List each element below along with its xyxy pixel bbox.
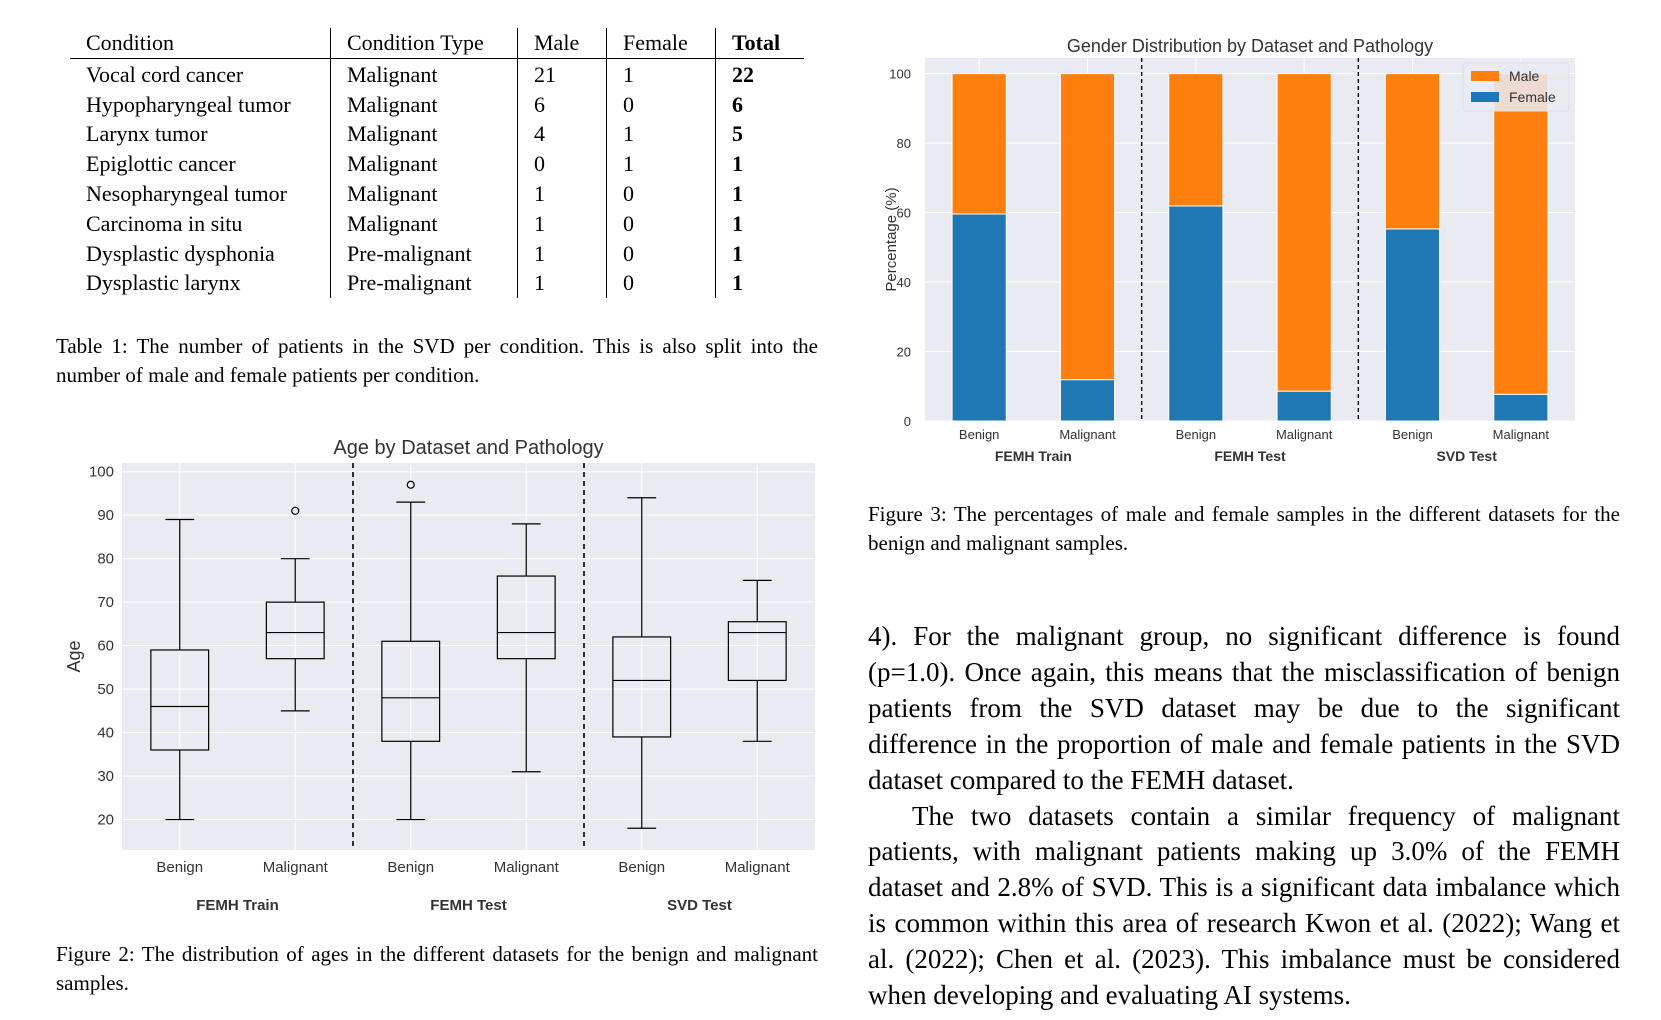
cell-male: 0 [518,149,607,179]
header-female: Female [607,28,716,58]
cell-male: 6 [518,90,607,120]
body-paragraph-1: 4). For the malignant group, no significant difference is found (p=1.0). Once again, this means that the misclassification of benign patients from the SVD dataset may be due to the significant difference in the proportion of male and female patients in the SVD dataset compared to the FEMH dataset. [868,621,1620,795]
x-tick-label: Malignant [262,859,328,876]
cell-total: 5 [716,119,805,149]
table-row [70,58,804,89]
cell-condition-type: Malignant [331,209,518,239]
x-tick-label: Malignant [493,859,559,876]
group-label: SVD Test [667,897,732,914]
x-tick-label: Benign [156,859,204,876]
cell-condition: Dysplastic dysphonia [86,240,275,266]
cell-condition-type: Pre-malignant [331,239,518,269]
cell-condition: Nesopharyngeal tumor [86,180,287,206]
cell-female: 0 [607,179,716,209]
bar-male [1385,74,1439,229]
table-row [70,179,804,209]
group-label: FEMH Train [994,448,1072,464]
cell-condition-type: Malignant [331,90,518,120]
y-tick-label: 100 [889,66,911,82]
x-tick-label: Benign [618,859,666,876]
x-tick-label: Malignant [1275,427,1333,442]
body-text [868,619,1620,1014]
x-tick-label: Benign [1392,427,1433,442]
y-tick-label: 0 [903,414,911,429]
bar-male [952,74,1006,214]
cell-total: 1 [716,239,805,269]
y-tick-label: 20 [97,811,114,829]
bar-male [1169,74,1223,206]
cell-male: 21 [518,58,607,89]
y-tick-label: 20 [896,344,911,360]
figure-2-caption: Figure 2: The distribution of ages in the different datasets for the benign and malignant samples. [56,942,818,995]
bar-female [952,214,1006,421]
x-tick-label: Malignant [724,859,790,876]
table-row [70,209,804,239]
gender-stacked-bar-chart [865,30,1625,475]
chart-title: Age by Dataset and Pathology [333,437,604,459]
cell-female: 1 [607,58,716,89]
age-boxplot-chart [55,425,830,915]
legend-label-male: Male [1509,68,1540,84]
y-tick-label: 90 [97,507,114,525]
cell-total: 1 [716,209,805,239]
y-axis-label: Age [64,640,84,673]
y-tick-label: 80 [97,550,114,568]
cell-condition: Larynx tumor [86,121,208,147]
bar-female [1494,394,1548,421]
cell-total: 1 [716,149,805,179]
y-tick-label: 80 [896,136,911,152]
body-paragraph-2: The two datasets contain a similar frequency of malignant patients, with malignant patients making up 3.0% of the FEMH dataset and 2.8% of SVD. This is a significant data imbalance which is common within this area of research Kwon et al. (2022); Wang et al. (2022); Chen et al. (2023). This imbalance must be considered when developing and evaluating AI systems. [868,800,1620,1011]
cell-condition: Dysplastic larynx [86,270,241,296]
cell-female: 0 [607,90,716,120]
cell-male: 1 [518,268,607,298]
table-row [70,119,804,149]
legend-swatch-female [1471,92,1499,102]
y-tick-label: 100 [88,463,114,481]
y-axis-label: Percentage (%) [883,187,900,292]
cell-total: 6 [716,90,805,120]
cell-condition-type: Malignant [331,119,518,149]
bar-female [1060,380,1114,421]
cell-female: 1 [607,149,716,179]
y-tick-label: 40 [97,724,114,742]
bar-male [1060,74,1114,380]
header-total: Total [716,28,805,58]
table-1-caption: Table 1: The number of patients in the SVD per condition. This is also split into the number of male and female patients per condition. [56,334,818,387]
cell-condition: Hypopharyngeal tumor [86,91,291,117]
cell-condition-type: Malignant [331,58,518,89]
cell-female: 0 [607,268,716,298]
x-tick-label: Benign [1175,427,1217,442]
cell-total: 1 [716,179,805,209]
bar-female [1169,206,1223,421]
y-tick-label: 50 [97,681,114,699]
group-label: FEMH Test [1214,448,1286,464]
legend-label-female: Female [1509,89,1556,105]
bar-female [1385,229,1439,421]
table-row [70,268,804,298]
table-row [70,149,804,179]
bar-male [1277,74,1331,391]
y-tick-label: 60 [97,637,114,655]
x-tick-label: Malignant [1492,427,1550,442]
chart-title: Gender Distribution by Dataset and Pathology [1066,36,1434,56]
bar-female [1277,391,1331,421]
group-label: FEMH Train [196,897,279,914]
x-tick-label: Malignant [1059,427,1116,442]
cell-male: 4 [518,119,607,149]
table-1 [70,28,804,298]
group-label: SVD Test [1436,448,1497,464]
cell-condition-type: Malignant [331,149,518,179]
cell-condition: Epiglottic cancer [86,151,236,177]
plot-area [122,463,815,850]
legend [1463,63,1569,111]
plot-area [925,58,1575,421]
cell-condition: Carcinoma in situ [86,210,243,236]
cell-condition-type: Malignant [331,179,518,209]
group-label: FEMH Test [430,897,507,914]
cell-male: 1 [518,179,607,209]
cell-male: 1 [518,239,607,269]
y-tick-label: 70 [97,594,114,612]
x-tick-label: Benign [958,427,1000,442]
bar-male [1494,74,1548,395]
y-tick-label: 40 [896,275,911,291]
legend-swatch-male [1471,71,1499,81]
table-row [70,239,804,269]
header-condition-type: Condition Type [331,28,518,58]
y-tick-label: 30 [97,768,114,786]
y-tick-label: 60 [896,205,911,221]
cell-condition-type: Pre-malignant [331,268,518,298]
table-row [70,90,804,120]
header-condition: Condition [70,28,331,58]
cell-condition: Vocal cord cancer [86,61,244,87]
cell-female: 1 [607,119,716,149]
cell-total: 22 [716,58,805,89]
cell-total: 1 [716,268,805,298]
header-male: Male [518,28,607,58]
cell-female: 0 [607,239,716,269]
figure-3-caption: Figure 3: The percentages of male and female samples in the different datasets for the benign and malignant samples. [868,502,1620,555]
table-header-row [70,28,804,58]
x-tick-label: Benign [387,859,435,876]
cell-male: 1 [518,209,607,239]
cell-female: 0 [607,209,716,239]
